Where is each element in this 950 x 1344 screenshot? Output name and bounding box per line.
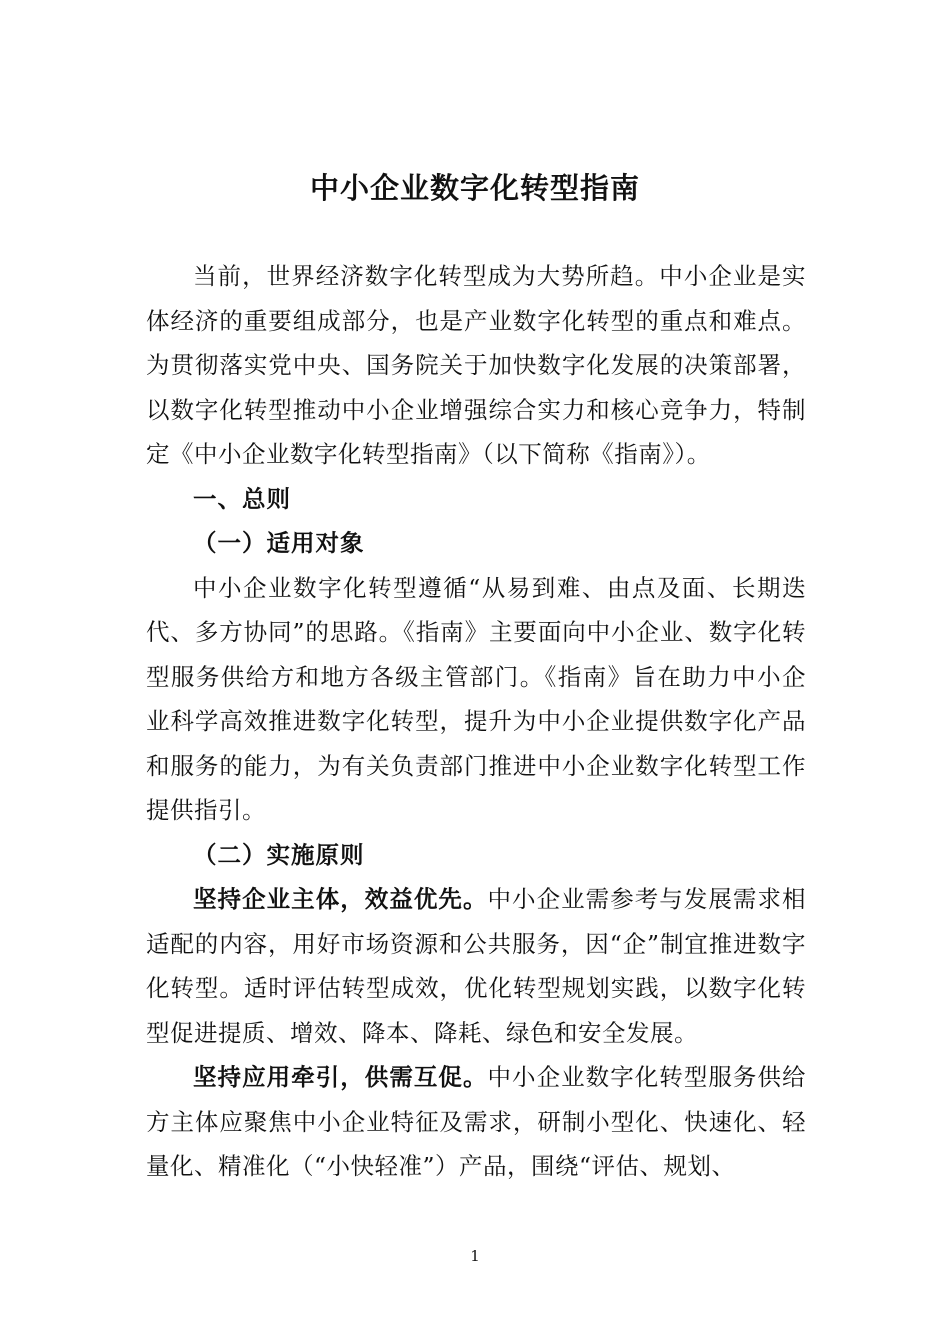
document-body — [146, 254, 806, 1189]
section-heading-general: 一、总则 — [193, 484, 291, 513]
principle-2-lead: 坚持应用牵引，供需互促。 — [193, 1063, 488, 1091]
principle-paragraph-1 — [146, 877, 806, 1055]
document-title: 中小企业数字化转型指南 — [309, 171, 640, 205]
scope-paragraph: 中小企业数字化转型遵循“从易到难、由点及面、长期迭代、多方协同”的思路。《指南》主要面向中小企业、数字化转型服务供给方和地方各级主管部门。《指南》旨在助力中小企业科学高效推进数字化转型，提升为中小企业提供数字化产品和服务的能力，为有关负责部门推进中小企业数字化转型工作提供指引。 — [146, 573, 806, 824]
intro-paragraph: 当前，世界经济数字化转型成为大势所趋。中小企业是实体经济的重要组成部分，也是产业数字化转型的重点和难点。为贯彻落实党中央、国务院关于加快数字化发展的决策部署，以数字化转型推动中小企业增强综合实力和核心竞争力，特制定《中小企业数字化转型指南》（以下简称《指南》）。 — [146, 262, 806, 468]
principle-1-text: 中小企业需参考与发展需求相适配的内容，用好市场资源和公共服务，因“企”制宜推进数字化转型。适时评估转型成效，优化转型规划实践，以数字化转型促进提质、增效、降本、降耗、绿色和安全发展。 — [146, 885, 806, 1047]
principle-1-lead: 坚持企业主体，效益优先。 — [193, 885, 488, 913]
page-number: 1 — [470, 1247, 480, 1265]
principle-2-text: 中小企业数字化转型服务供给方主体应聚焦中小企业特征及需求，研制小型化、快速化、轻量化、精准化（“小快轻准”）产品，围绕“评估、规划、 — [146, 1063, 806, 1180]
subsection-heading-principles: （二）实施原则 — [193, 840, 365, 869]
principle-paragraph-2 — [146, 1055, 806, 1189]
subsection-heading-scope: （一）适用对象 — [193, 529, 365, 557]
